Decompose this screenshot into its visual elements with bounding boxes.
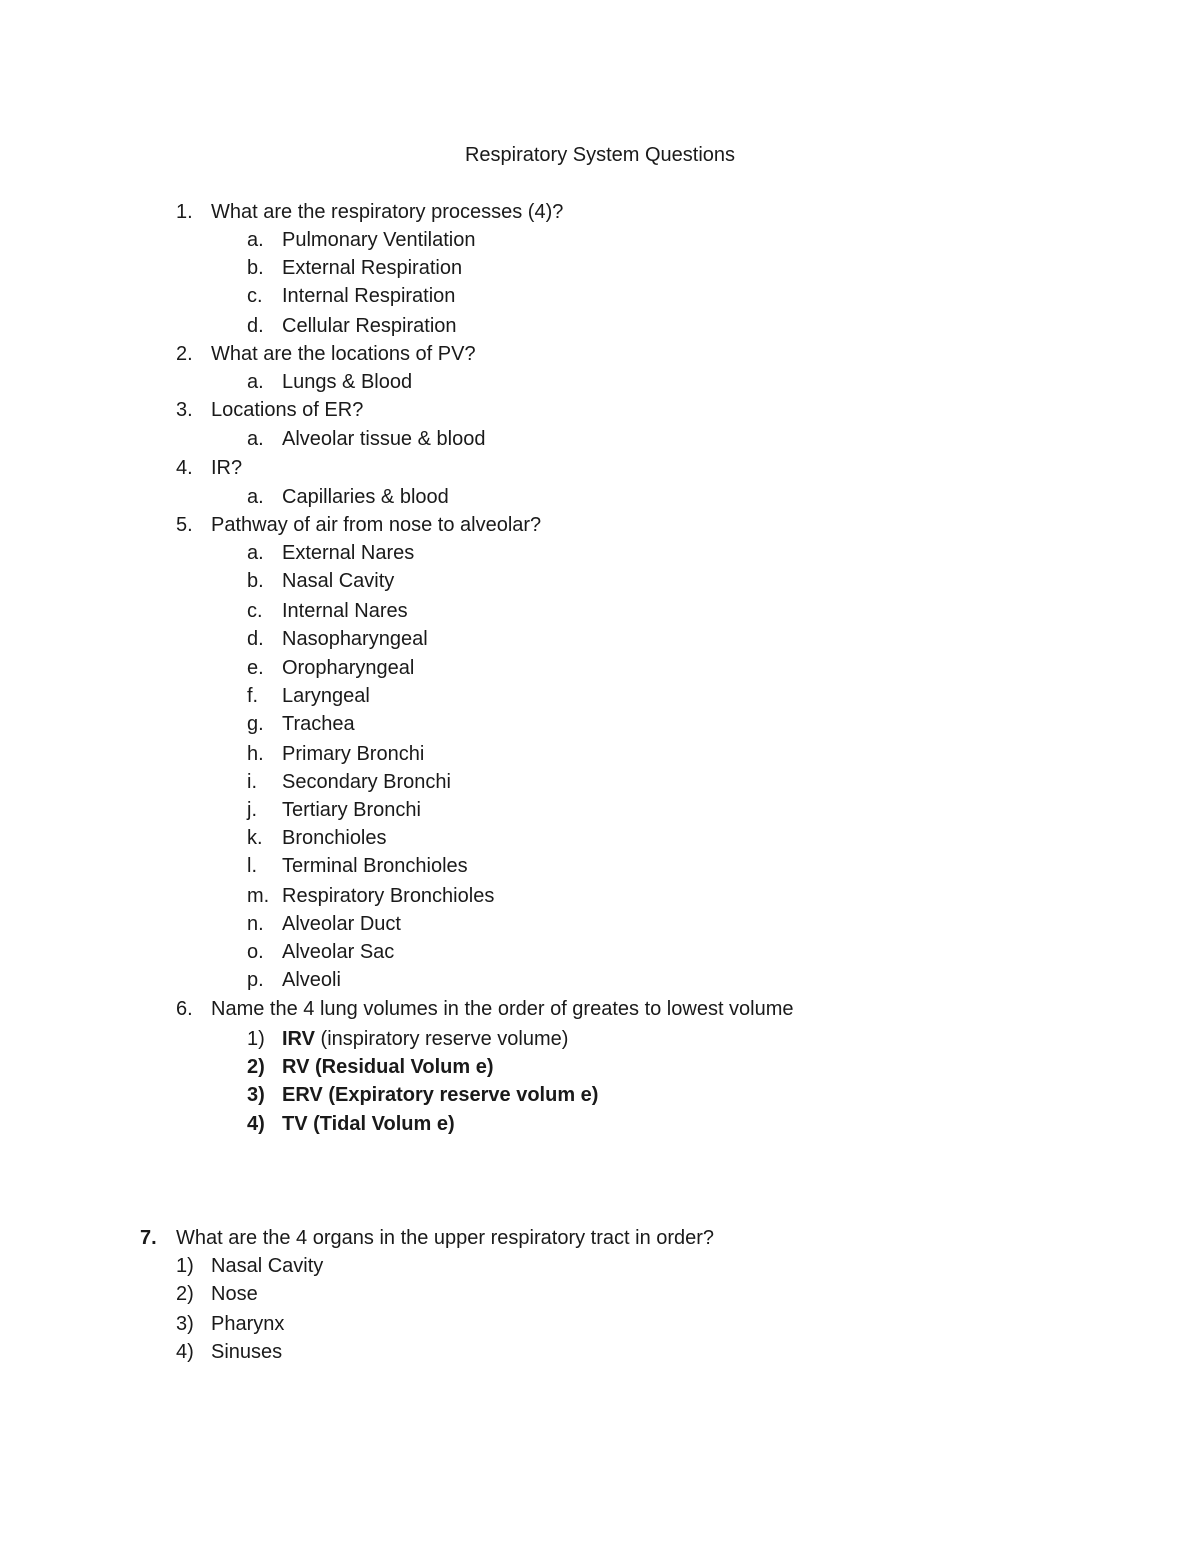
answer-text: Internal Respiration [282,285,456,307]
answer-marker: 1) [247,1028,265,1050]
answer-marker: a. [247,542,264,564]
answer-marker: m. [247,885,270,907]
answer-text: Capillaries & blood [282,486,449,508]
answer-text: Nasopharyngeal [282,628,428,650]
answer-marker: a. [247,428,264,450]
answer-marker: k. [247,827,263,849]
answer-marker: 2) [176,1283,194,1305]
answer-text: Primary Bronchi [282,743,425,765]
answer-marker: b. [247,257,264,279]
question-text: What are the respiratory processes (4)? [211,201,564,223]
answer-text-rest: (inspiratory reserve volume) [314,1028,569,1050]
answer-text: Terminal Bronchioles [282,855,468,877]
answer-marker: l. [247,855,257,877]
answer-marker: j. [247,799,257,821]
question-number: 1. [176,201,193,223]
answer-text: External Respiration [282,257,463,279]
question-number: 2. [176,343,193,365]
question-text: Pathway of air from nose to alveolar? [211,514,542,536]
answer-marker: g. [247,713,264,735]
answer-marker: 3) [247,1084,265,1106]
answer-marker: b. [247,570,264,592]
answer-marker: d. [247,315,264,337]
answer-marker: e. [247,657,264,679]
answer-marker: c. [247,285,263,307]
answer-marker: f. [247,685,259,707]
question-number: 5. [176,514,193,536]
answer-marker: i. [247,771,257,793]
answer-text: TV (Tidal Volum e) [282,1113,455,1135]
question-number: 3. [176,399,193,421]
answer-bold-term: IRV [282,1028,315,1050]
page-title: Respiratory System Questions [464,144,736,166]
answer-text: Internal Nares [282,600,408,622]
answer-marker: 2) [247,1056,265,1078]
answer-text: Alveolar Duct [282,913,401,935]
answer-text: Sinuses [211,1341,283,1363]
question-number: 4. [176,457,193,479]
answer-marker: 4) [176,1341,194,1363]
answer-marker: 4) [247,1113,265,1135]
answer-text: Secondary Bronchi [282,771,451,793]
answer-text: ERV (Expiratory reserve volum e) [282,1084,599,1106]
answer-text: Alveolar Sac [282,941,395,963]
answer-text [282,1025,568,1053]
answer-text: Cellular Respiration [282,315,457,337]
answer-marker: n. [247,913,264,935]
answer-marker: d. [247,628,264,650]
answer-marker: a. [247,229,264,251]
answer-text: Oropharyngeal [282,657,415,679]
answer-text: Pulmonary Ventilation [282,229,476,251]
answer-text: Alveoli [282,969,341,991]
answer-text: External Nares [282,542,415,564]
answer-text: Trachea [282,713,355,735]
answer-text: Nasal Cavity [282,570,395,592]
question-number: 7. [140,1227,157,1249]
answer-marker: 1) [176,1255,194,1277]
answer-text: Laryngeal [282,685,370,707]
answer-text: RV (Residual Volum e) [282,1056,494,1078]
answer-marker: a. [247,486,264,508]
answer-text: Nose [211,1283,258,1305]
answer-text: Tertiary Bronchi [282,799,421,821]
question-text: IR? [211,457,243,479]
question-text: Locations of ER? [211,399,364,421]
answer-text: Respiratory Bronchioles [282,885,495,907]
answer-marker: p. [247,969,264,991]
question-number: 6. [176,998,193,1020]
answer-marker: o. [247,941,264,963]
answer-text: Lungs & Blood [282,371,413,393]
answer-marker: 3) [176,1313,194,1335]
answer-text: Bronchioles [282,827,387,849]
answer-marker: a. [247,371,264,393]
answer-text: Pharynx [211,1313,285,1335]
answer-text: Alveolar tissue & blood [282,428,486,450]
answer-marker: h. [247,743,264,765]
question-text: Name the 4 lung volumes in the order of greates to lowest volume [211,998,794,1020]
question-text: What are the 4 organs in the upper respiratory tract in order? [176,1227,715,1249]
answer-marker: c. [247,600,263,622]
question-text: What are the locations of PV? [211,343,476,365]
answer-text: Nasal Cavity [211,1255,324,1277]
